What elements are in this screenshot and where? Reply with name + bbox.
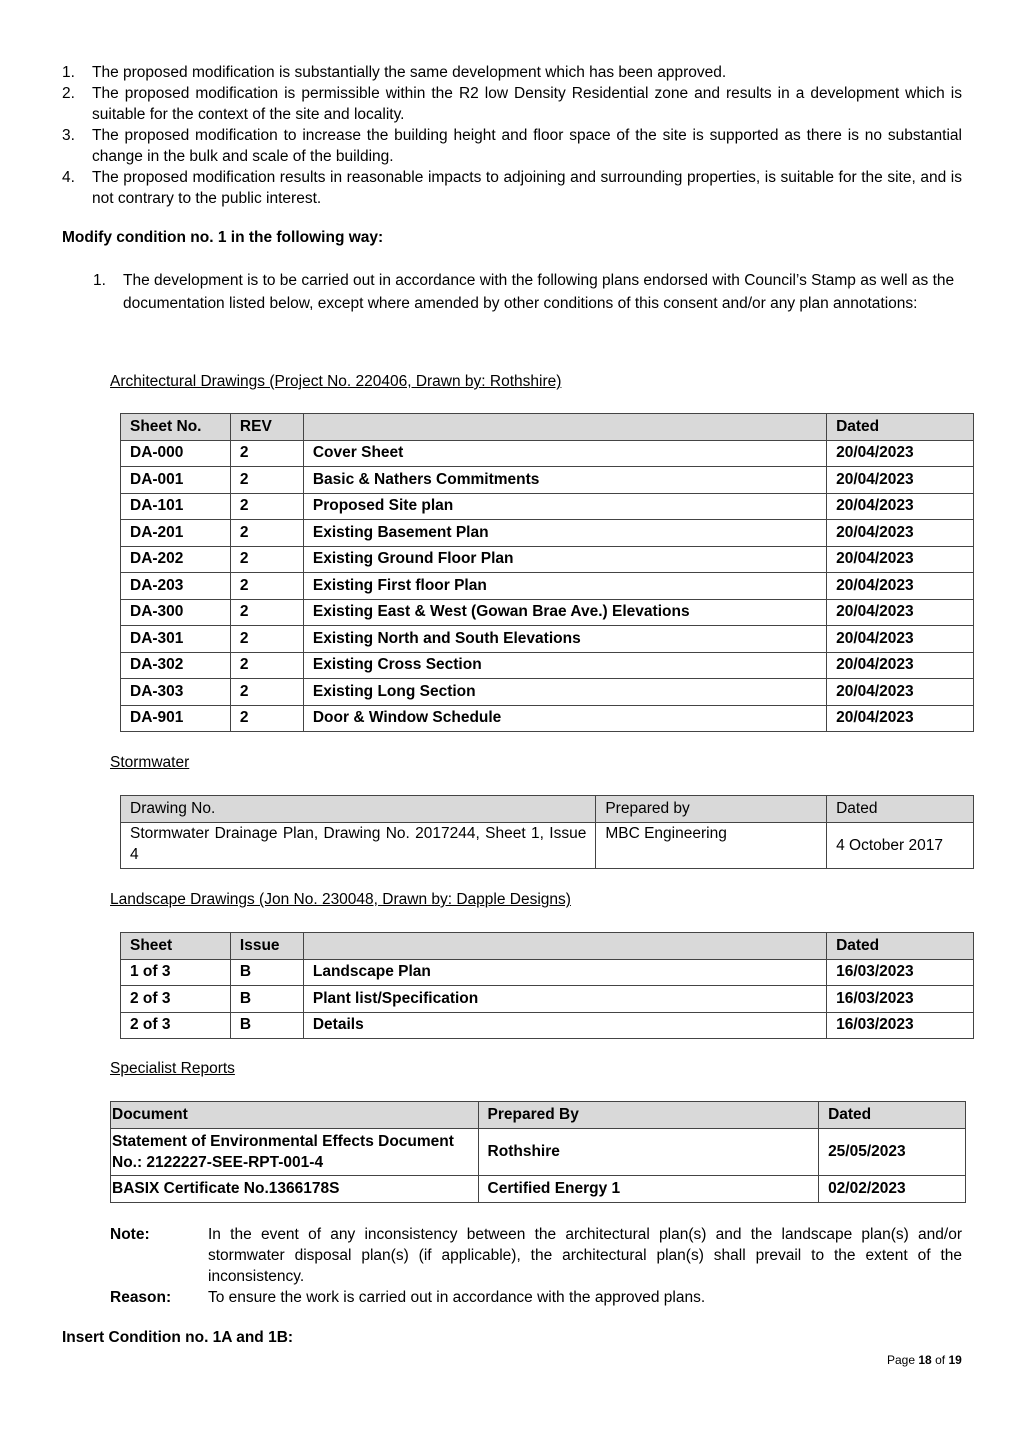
table-cell: Existing Long Section (303, 679, 826, 706)
table-cell: DA-901 (121, 705, 231, 732)
table-cell: 25/05/2023 (819, 1129, 966, 1176)
table-cell: 2 (230, 626, 303, 653)
table-cell: 20/04/2023 (827, 626, 974, 653)
table-cell: Proposed Site plan (303, 493, 826, 520)
table-cell: Existing First floor Plan (303, 573, 826, 600)
table-cell: 20/04/2023 (827, 493, 974, 520)
table-cell: Basic & Nathers Commitments (303, 467, 826, 494)
table-cell: 20/04/2023 (827, 573, 974, 600)
table-header-row (111, 1102, 966, 1129)
column-header: Dated (827, 933, 974, 960)
table-cell: Landscape Plan (303, 959, 826, 986)
table-cell: DA-203 (121, 573, 231, 600)
column-header: Prepared By (478, 1102, 819, 1129)
table-cell: Existing North and South Elevations (303, 626, 826, 653)
table-cell: DA-202 (121, 546, 231, 573)
specialist-title: Specialist Reports (110, 1060, 235, 1077)
table-cell: DA-000 (121, 440, 231, 467)
table-cell: Existing Basement Plan (303, 520, 826, 547)
table-cell: Plant list/Specification (303, 986, 826, 1013)
table-cell: DA-101 (121, 493, 231, 520)
table-cell: 2 (230, 573, 303, 600)
table-cell: 20/04/2023 (827, 440, 974, 467)
table-cell: 2 (230, 440, 303, 467)
table-cell: Existing Cross Section (303, 652, 826, 679)
insert-heading: Insert Condition no. 1A and 1B: (62, 1329, 294, 1346)
table-cell: 20/04/2023 (827, 520, 974, 547)
table-row (121, 652, 974, 679)
column-header: Dated (827, 796, 974, 823)
table-row (121, 520, 974, 547)
table-cell: B (230, 959, 303, 986)
table-cell: BASIX Certificate No.1366178S (111, 1176, 479, 1203)
table-row (121, 986, 974, 1013)
page-number: Page 18 of 19 (887, 1353, 962, 1367)
column-header: Prepared by (596, 796, 827, 823)
table-cell: 16/03/2023 (827, 1012, 974, 1039)
table-row (121, 573, 974, 600)
stormwater-title: Stormwater (110, 754, 190, 771)
table-cell: 20/04/2023 (827, 467, 974, 494)
column-header: Issue (230, 933, 303, 960)
table-cell: MBC Engineering (596, 823, 827, 869)
table-cell: Existing East & West (Gowan Brae Ave.) Elevations (303, 599, 826, 626)
table-row (121, 467, 974, 494)
table-row (111, 1176, 966, 1203)
architectural-title: Architectural Drawings (Project No. 220406, Drawn by: Rothshire) (110, 373, 562, 390)
table-row (121, 679, 974, 706)
table-cell: Existing Ground Floor Plan (303, 546, 826, 573)
list-item: 2. The proposed modification is permissible within the R2 low Density Residential zone and results in a development which is suitable for the context of the site and locality. (62, 85, 962, 123)
table-header-row (121, 796, 974, 823)
table-header-row (121, 933, 974, 960)
landscape-title: Landscape Drawings (Jon No. 230048, Drawn by: Dapple Designs) (110, 891, 571, 908)
specialist-table (110, 1101, 966, 1203)
table-cell: B (230, 986, 303, 1013)
column-header: Dated (827, 414, 974, 441)
table-cell: DA-301 (121, 626, 231, 653)
table-cell: Details (303, 1012, 826, 1039)
table-cell: Door & Window Schedule (303, 705, 826, 732)
table-row (121, 1012, 974, 1039)
table-cell: Rothshire (478, 1129, 819, 1176)
table-cell: DA-201 (121, 520, 231, 547)
table-cell: B (230, 1012, 303, 1039)
table-row (121, 546, 974, 573)
table-row (121, 705, 974, 732)
table-row (121, 493, 974, 520)
table-header-row (121, 414, 974, 441)
table-cell: DA-300 (121, 599, 231, 626)
table-cell: 2 of 3 (121, 986, 231, 1013)
table-cell: 2 (230, 520, 303, 547)
table-cell: 02/02/2023 (819, 1176, 966, 1203)
table-cell: 2 (230, 493, 303, 520)
table-cell: 2 (230, 679, 303, 706)
list-item: 3. The proposed modification to increase the building height and floor space of the site is supported as there is no substantial change in the bulk and scale of the building. (62, 127, 962, 165)
table-cell: 20/04/2023 (827, 652, 974, 679)
intro-list (62, 62, 962, 209)
reason: Reason: To ensure the work is carried out in accordance with the approved plans. (110, 1289, 706, 1306)
column-header: Sheet (121, 933, 231, 960)
table-cell: DA-001 (121, 467, 231, 494)
column-header: Document (111, 1102, 479, 1129)
table-cell: 16/03/2023 (827, 986, 974, 1013)
table-cell: 4 October 2017 (827, 823, 974, 869)
condition-1: 1. The development is to be carried out in accordance with the following plans endorsed with Council’s Stamp as well as the documentation listed below, except where amended by other conditions of this consent and/or any plan annotations: (93, 272, 955, 312)
table-cell: 2 (230, 546, 303, 573)
modify-heading: Modify condition no. 1 in the following way: (62, 229, 384, 246)
table-cell: 20/04/2023 (827, 679, 974, 706)
table-cell: 1 of 3 (121, 959, 231, 986)
table-row (121, 440, 974, 467)
note: Note: In the event of any inconsistency between the architectural plan(s) and the landscape plan(s) and/or stormwater disposal plan(s) (if applicable), the architectural plan(s) shall prevail to the extent of the inconsistency. (110, 1226, 962, 1285)
table-cell: DA-302 (121, 652, 231, 679)
table-cell: 2 (230, 599, 303, 626)
table-cell: DA-303 (121, 679, 231, 706)
list-item: 4. The proposed modification results in reasonable impacts to adjoining and surrounding properties, is suitable for the site, and is not contrary to the public interest. (62, 169, 962, 207)
table-cell: Cover Sheet (303, 440, 826, 467)
table-cell: 2 of 3 (121, 1012, 231, 1039)
table-cell: 20/04/2023 (827, 599, 974, 626)
table-cell: 2 (230, 705, 303, 732)
landscape-table (120, 932, 974, 1039)
table-cell: Stormwater Drainage Plan, Drawing No. 2017244, Sheet 1, Issue 4 (121, 823, 596, 869)
table-row (111, 1129, 966, 1176)
table-cell: 2 (230, 652, 303, 679)
column-header: Dated (819, 1102, 966, 1129)
stormwater-table (120, 795, 974, 869)
note-block (110, 1224, 962, 1308)
table-cell: 20/04/2023 (827, 705, 974, 732)
column-header: Sheet No. (121, 414, 231, 441)
table-cell: Certified Energy 1 (478, 1176, 819, 1203)
table-cell: 2 (230, 467, 303, 494)
table-cell: Statement of Environmental Effects Document No.: 2122227-SEE-RPT-001-4 (111, 1129, 479, 1176)
column-header (303, 933, 826, 960)
table-row (121, 599, 974, 626)
table-row (121, 823, 974, 869)
column-header (303, 414, 826, 441)
list-item: 1. The proposed modification is substantially the same development which has been approved. (62, 64, 727, 81)
table-cell: 16/03/2023 (827, 959, 974, 986)
table-row (121, 959, 974, 986)
table-cell: 20/04/2023 (827, 546, 974, 573)
column-header: REV (230, 414, 303, 441)
column-header: Drawing No. (121, 796, 596, 823)
table-row (121, 626, 974, 653)
architectural-table (120, 413, 974, 732)
